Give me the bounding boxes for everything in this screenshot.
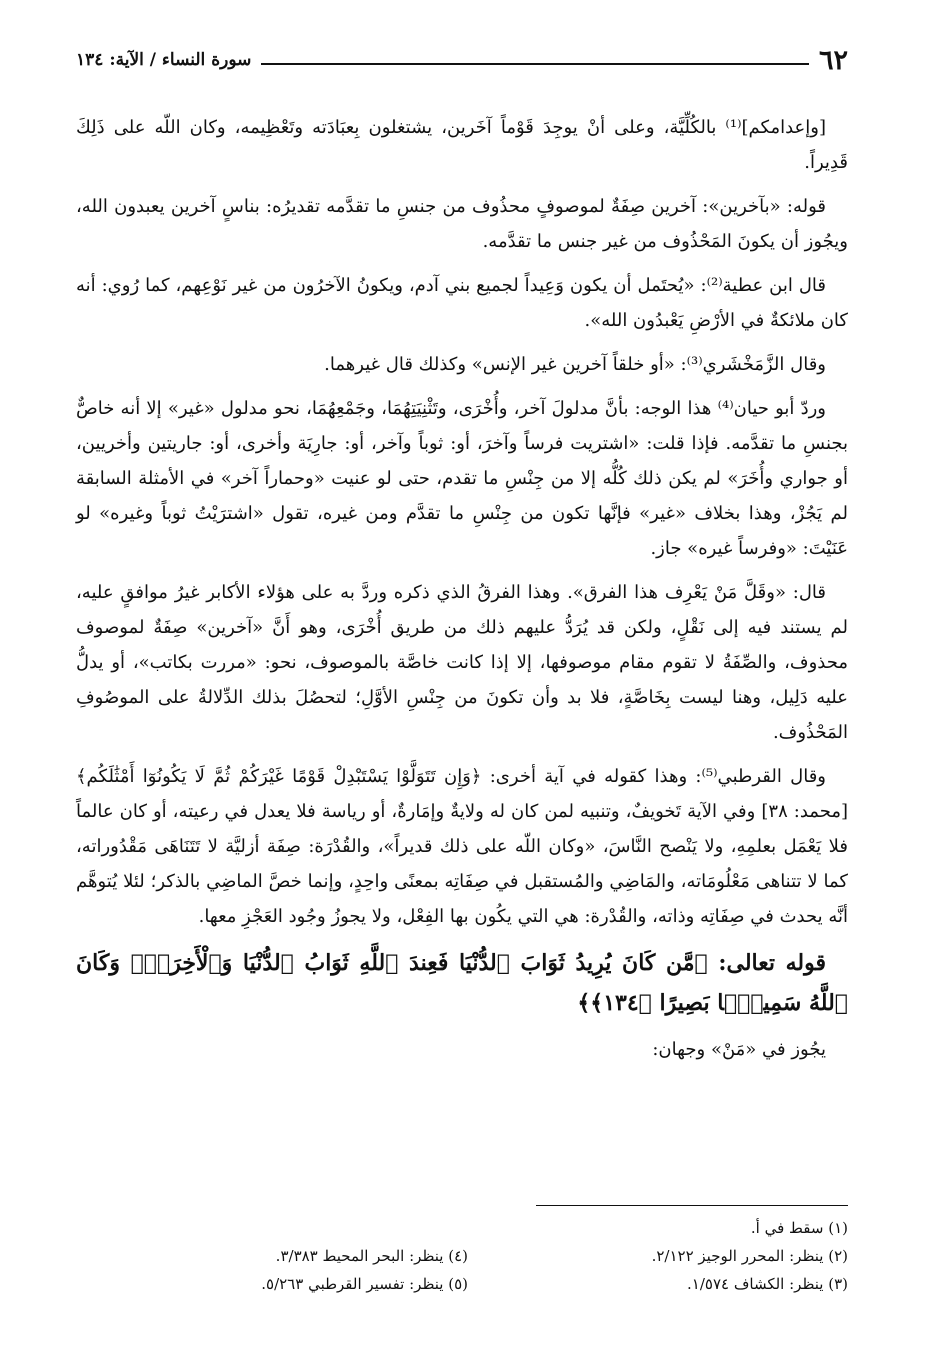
footnote: (٤) ينظر: البحر المحيط ٣/٣٨٣. <box>275 1247 468 1265</box>
verse-text: ﴿مَّن كَانَ يُرِيدُ ثَوَابَ ٱلدُّنْيَا فَعِندَ ٱللَّهِ ثَوَابُ ٱلدُّنْيَا وَٱلْأَخِرَةِۚ وَكَانَ ٱللَّهُ سَمِيعًۢا بَصِيرًا ﴿١٣٤﴾﴾ <box>76 950 848 1016</box>
footnotes <box>76 1214 848 1298</box>
paragraph: وقال القرطبي⁽⁵⁾: وهذا كقوله في آية أخرى: ﴿وَإِن تَتَوَلَّوْا يَسْتَبْدِلْ قَوْمًا غَيْرَكُمْ ثُمَّ لَا يَكُونُوٓا أَمْثَٰلَكُم﴾ [محمد: ٣٨] وفي الآية تَخويفٌ، وتنبيه لمن كان له ولايةٌ وإمَارةٌ، أو رياسة فلا يعدل في رعيته، أو كان عالماً فلا يَعْمَل بعلمِهِ، ولا يَنْصح النَّاسَ، «وكان اللّه على ذلك قديراً»، والقُدْرَة: صِفَة أزليَّة لا تَتَنَاهَى مَقْدُوراته، كما لا تتناهى مَعْلُومَاته، والمَاضِي والمُستقبل في صِفَاتِه بمعنًى واحِدٍ، وإنما خصَّ الماضِي بالذكر؛ لئلا يُتوهَّم أنَّه يحدث في صِفَاتِه وذاته، والقُدْرة: هي التي يكُون بها الفِعْل، ولا يجوزُ وجُود العَجْزِ معها. <box>76 766 848 927</box>
footnote-row <box>76 1242 848 1270</box>
paragraph: يجُوز في «مَنْ» وجهان: <box>652 1039 826 1060</box>
page-header <box>76 40 848 80</box>
paragraph: وردّ أبو حيان⁽⁴⁾ هذا الوجه: بأنَّ مدلولَ آخر، وأُخْرَى، وتَثْنِيَتِهُمَا، وجَمْعِهُمَا، نحو مدلول «غير» إلا أنه خاصٌّ بجنسِ ما تقدَّمه. فإذا قلت: «اشتريت فرساً وآخرَ، أو: ثوباً وآخر، أو: جارِيَة وأخرى، أو: جاريتين وأخريين، أو جواري وأُخَرَ» لم يكن ذلك كُلُّه إلا من جِنْسِ ما تقدم، حتى لو عنيت «وحماراً آخر» في الأمثلة السابقة لم يَجُزْ، وهذا بخلاف «غير» فإنَّها تكون من جِنْسِ ما تقدَّم ومن غيره، تقول «اشترَيْتُ ثوباً وغيره» لو عَنَيْتَ: «وفرساً غيره» جاز. <box>76 398 848 559</box>
page-number: ٦٢ <box>818 44 848 76</box>
footnote: (٥) ينظر: تفسير القرطبي ٥/٢٦٣. <box>261 1275 468 1293</box>
footnote: (٢) ينظر: المحرر الوجيز ٢/١٢٢. <box>651 1247 848 1265</box>
header-rule <box>261 63 809 65</box>
quran-verse <box>76 943 848 1023</box>
footnote-row <box>76 1270 848 1298</box>
main-text <box>76 110 848 1076</box>
footnote: (١) سقط في أ. <box>750 1219 848 1237</box>
verse-lead: قوله تعالى: <box>718 950 827 976</box>
surah-title: سورة النساء / الآية: ١٣٤ <box>76 50 252 70</box>
paragraph: قال ابن عطية⁽²⁾: «يُحتَمل أن يكون وَعِيداً لجميع بني آدم، ويكونُ الآخرُون من غير نَوْعِهم، كما رُوي: أنه كان ملائكةٌ في الأرْضِ يَعْبدُون الله». <box>76 275 848 331</box>
paragraph: قال: «وقَلَّ مَنْ يَعْرِف هذا الفرق». وهذا الفرقُ الذي ذكره وردَّ به على هؤلاء الأكابر غيرُ موافقٍ عليه، لم يستند فيه إلى نَقْلٍ، ولكن قد يُرَدُّ عليهم ذلك من طريق أُخْرَى، وهو أَنَّ «آخرين» صِفَةٌ لموصوف محذوف، والصِّفَةُ لا تقوم مقام موصوفها، إلا إذا كانت خاصَّة بالموصوف، نحو: «مررت بكاتب»، أو يدلُّ عليه دَلِيل، وهنا ليست بِخَاصَّةٍ، فلا بد وأن تكونَ من جِنْسِ الأوَّلِ؛ لتحصُلَ بذلك الدِّلالةُ على الموصُوفِ المَحْذُوف. <box>76 582 848 743</box>
paragraph: [وإعدامكم]⁽¹⁾ بالكُلِّيَّة، وعلى أنْ يوجِدَ قَوْماً آخَرين، يشتغلون بِعبَادَته وتَعْظِيمه، وكان اللّه على ذَلِكَ قَدِيراً. <box>76 117 848 173</box>
paragraph: وقال الزَّمَخْشَري⁽³⁾: «أو خلقاً آخرين غير الإنس» وكذلك قال غيرهما. <box>324 354 826 375</box>
footnote: (٣) ينظر: الكشاف ١/٥٧٤. <box>687 1275 848 1293</box>
paragraph: قوله: «بآخرين»: آخرين صِفَةٌ لموصوفٍ محذُوف من جنسِ ما تقدَّمه تقديرُه: بناسٍ آخرين يعبدون الله، ويجُوز أن يكونَ المَحْذُوف من غير جنس ما تقدَّمه. <box>76 196 848 252</box>
footnote-separator <box>536 1205 848 1206</box>
